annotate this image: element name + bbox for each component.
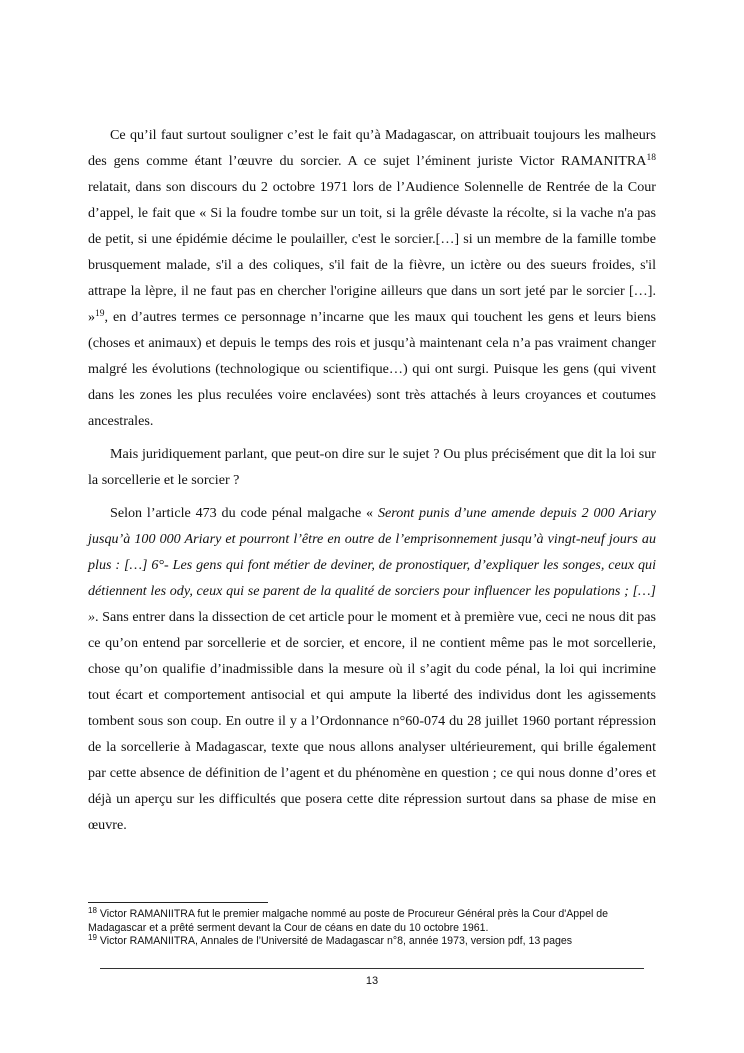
- paragraph-3-text-b: . Sans entrer dans la dissection de cet article pour le moment et à première vue, ceci ne nous dit pas ce qu’on entend par sorcellerie et de sorcier, et encore, il ne contient même pas le mot sorcellerie, chose qu’on qualifie d’inadmissible dans la mesure où il s’agit du code pénal, la loi qui incrimine tout écart et comportement antisocial et qui ampute la liberté des individus dont les agissements tombent sous son coup. En outre il y a l’Ordonnance n°60-074 du 28 juillet 1960 portant répression de la sorcellerie à Madagascar, texte que nous allons analyser ultérieurement, qui brille également par cette absence de définition de l’agent et du phénomène en question ; ce qui nous donne d’ores et déjà un aperçu sur les difficultés que posera cette dite répression surtout dans sa phase de mise en œuvre.: [88, 609, 656, 833]
- footnote-ref-19[interactable]: 19: [95, 309, 105, 319]
- footnote-number: 18: [88, 906, 97, 915]
- paragraph-1: [88, 122, 656, 434]
- page-number: 13: [365, 975, 379, 987]
- paragraph-2: Mais juridiquement parlant, que peut-on dire sur le sujet ? Ou plus précisément que dit la loi sur la sorcellerie et le sorcier ?: [88, 446, 656, 488]
- footnote-ref-18[interactable]: 18: [646, 153, 656, 163]
- body-text: [88, 122, 656, 845]
- paragraph-1-text-a: Ce qu’il faut surtout souligner c’est le fait qu’à Madagascar, on attribuait toujours les malheurs des gens comme étant l’œuvre du sorcier. A ce sujet l’éminent juriste Victor RAMANITRA: [88, 127, 656, 169]
- footnote-text: Victor RAMANIITRA, Annales de l’Université de Madagascar n°8, année 1973, version pdf, 13 pages: [96, 935, 573, 947]
- footnotes: [88, 908, 660, 949]
- paragraph-1-text-b: relatait, dans son discours du 2 octobre 1971 lors de l’Audience Solennelle de Rentrée de la Cour d’appel, le fait que « Si la foudre tombe sur un toit, si la grêle dévaste la récolte, si la vache n'a pas de petit, si une épidémie décime le poulailler, c'est le sorcier.[…] si un membre de la famille tombe brusquement malade, s'il a des coliques, s'il fait de la fièvre, un ictère ou des sueurs froides, s'il attrape la lèpre, il ne faut pas en chercher l'origine ailleurs que dans un sort jeté par le sorcier […]. »: [88, 179, 656, 325]
- footnote-number: 19: [88, 933, 97, 942]
- footnote-separator: [88, 902, 268, 903]
- footnote-19: [88, 935, 660, 949]
- penal-code-quote: Seront punis d’une amende depuis 2 000 Ariary jusqu’à 100 000 Ariary et pourront l’être en outre de l’emprisonnement jusqu’à vingt-neuf jours au plus : […] 6°- Les gens qui font métier de deviner, de pronostiquer, d’expliquer les songes, ceux qui détiennent les ody, ceux qui se parent de la qualité de sorciers pour influencer les populations ; […] »: [88, 505, 656, 625]
- paragraph-3-text-a: Selon l’article 473 du code pénal malgache «: [110, 505, 378, 521]
- footnote-18: [88, 908, 660, 935]
- page-footer-rule: [100, 968, 644, 969]
- paragraph-1-text-c: , en d’autres termes ce personnage n’incarne que les maux qui touchent les gens et leurs biens (choses et animaux) et depuis le temps des rois et jusqu’à maintenant cela n’a pas vraiment changer malgré les évolutions (technologique ou scientifique…) qui ont surgi. Puisque les gens (qui vivent dans les zones les plus reculées voire enclavées) sont très attachés à leurs croyances et coutumes ancestrales.: [88, 309, 656, 429]
- footnote-text: Victor RAMANIITRA fut le premier malgache nommé au poste de Procureur Général près la Cour d'Appel de Madagascar et a prêté serment devant la Cour de céans en date du 10 octobre 1961.: [88, 908, 609, 934]
- paragraph-3: [88, 500, 656, 838]
